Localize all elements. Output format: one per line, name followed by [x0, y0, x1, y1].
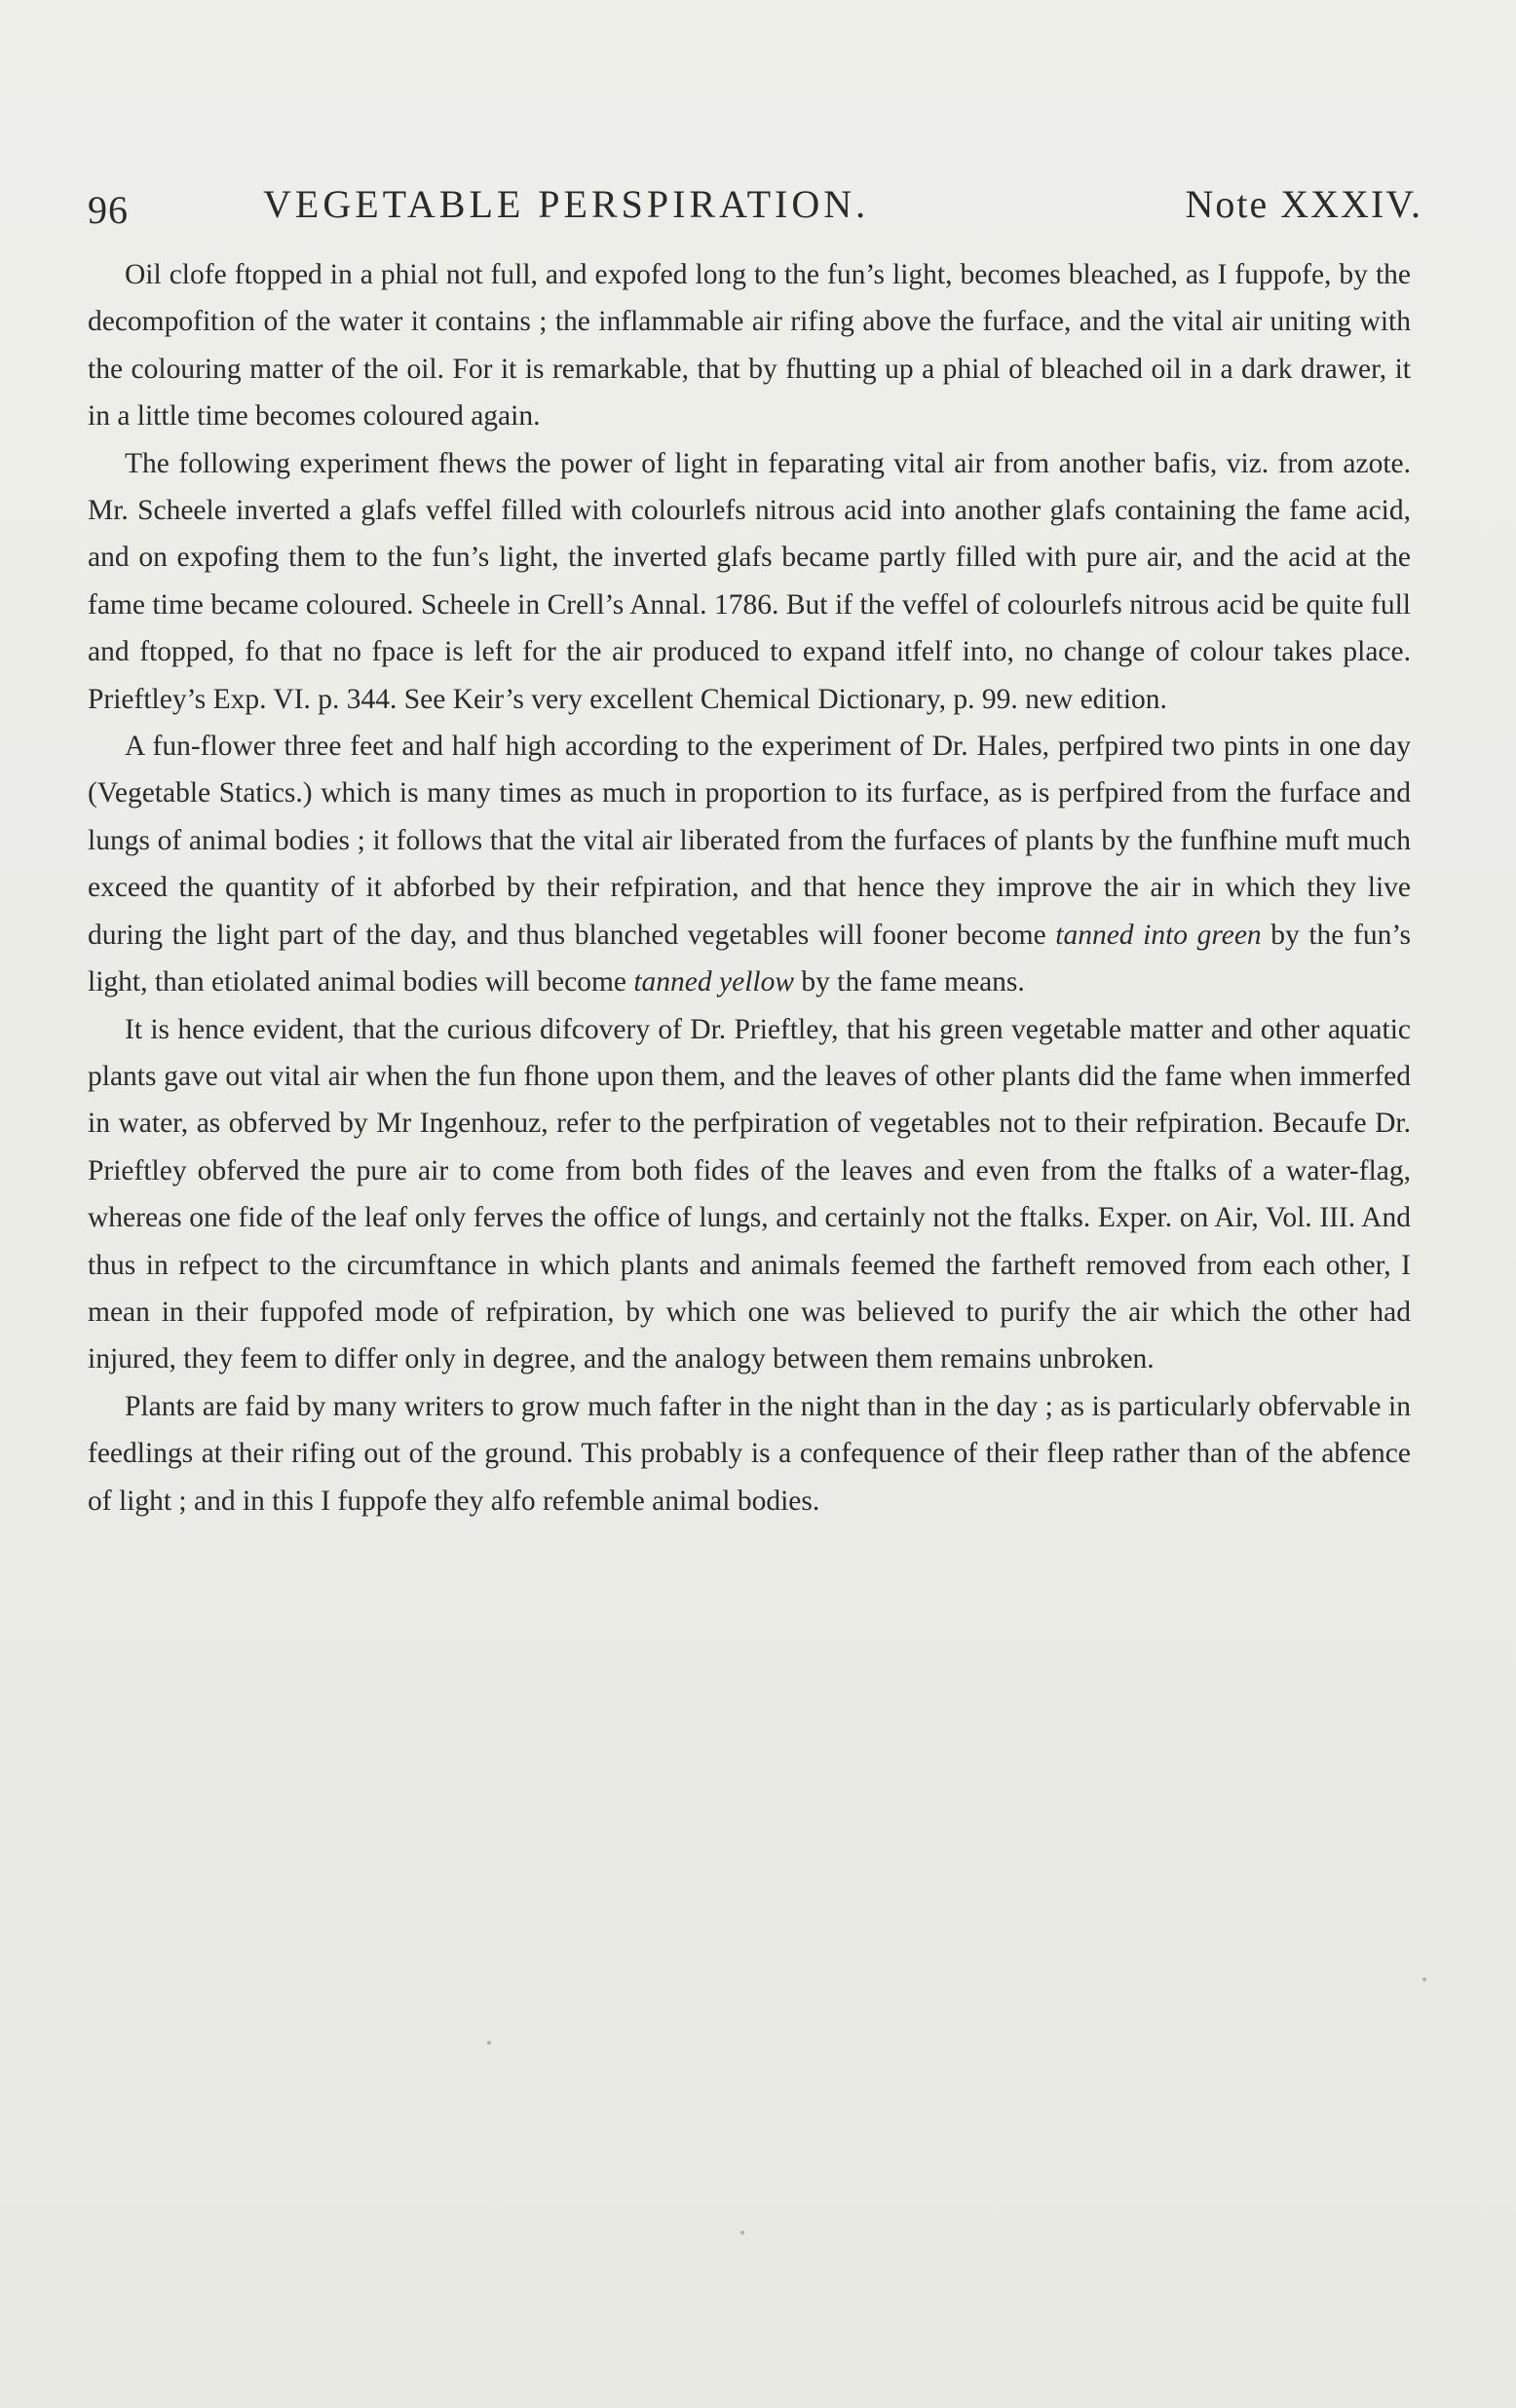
- page-number: 96: [88, 188, 129, 232]
- paragraph-sun-flower-text-b: by the fun’s light, than etiolated animal bodies will become: [88, 919, 1411, 998]
- page-header: [88, 173, 1422, 232]
- paragraph-priestley-discovery: It is hence evident, that the curious difcovery of Dr. Prieftley, that his green vegetable matter and other aquatic plants gave out vital air when the fun fhone upon them, and the leaves of other plants did the fame when immerfed in water, as obferved by Mr Ingenhouz, refer to the perfpiration of vegetables not to their refpiration. Becaufe Dr. Prieftley obferved the pure air to come from both fides of the leaves and even from the ftalks of a water-flag, whereas one fide of the leaf only ferves the office of lungs, and certainly not the ftalks. Exper. on Air, Vol. III. And thus in refpect to the circumftance in which plants and animals feemed the fartheft removed from each other, I mean in their fuppofed mode of refpiration, by which one was believed to purify the air which the other had injured, they feem to differ only in degree, and the analogy between them remains unbroken.: [88, 1013, 1411, 1375]
- italic-phrase-tanned-yellow: tanned yellow: [633, 966, 795, 998]
- body-text: [88, 251, 1411, 1524]
- paragraph-scheele-experiment: The following experiment fhews the power of light in feparating vital air from another bafis, viz. from azote. Mr. Scheele inverted a glafs veffel filled with colourlefs nitrous acid into another glafs containing the fame acid, and on expofing them to the fun’s light, the inverted glafs became partly filled with pure air, and the acid at the fame time became coloured. Scheele in Crell’s Annal. 1786. But if the veffel of colourlefs nitrous acid be quite full and ftopped, fo that no fpace is left for the air produced to expand itfelf into, no change of colour takes place. Prieftley’s Exp. VI. p. 344. See Keir’s very excellent Chemical Dictionary, p. 99. new edition.: [88, 447, 1411, 715]
- paragraph-night-growth: Plants are faid by many writers to grow much fafter in the night than in the day ; as is particularly obfervable in feedlings at their rifing out of the ground. This probably is a confequence of their fleep rather than of the abfence of light ; and in this I fuppofe they alfo refemble animal bodies.: [88, 1390, 1411, 1517]
- paper-speck: [740, 2231, 744, 2235]
- running-title: VEGETABLE PERSPIRATION.: [263, 182, 870, 226]
- paper-speck: [1422, 1977, 1426, 1981]
- paragraph-sun-flower-text-a: A fun-flower three feet and half high according to the experiment of Dr. Hales, perfpired two pints in one day (Vegetable Statics.) which is many times as much in proportion to its furface, as is perfpired from the furface and lungs of animal bodies ; it follows that the vital air liberated from the furfaces of plants by the funfhine muft much exceed the quantity of it abforbed by their refpiration, and that hence they improve the air in which they live during the light part of the day, and thus blanched vegetables will fooner become: [88, 731, 1411, 951]
- paragraph-oil-bleaching: Oil clofe ftopped in a phial not full, and expofed long to the fun’s light, becomes bleached, as I fuppofe, by the decompofition of the water it contains ; the inflammable air rifing above the furface, and the vital air uniting with the colouring matter of the oil. For it is remarkable, that by fhutting up a phial of bleached oil in a dark drawer, it in a little time becomes coloured again.: [88, 259, 1411, 433]
- paper-speck: [487, 2041, 491, 2045]
- note-label: Note XXXIV.: [1185, 182, 1422, 226]
- paragraph-sun-flower-text-c: by the fame means.: [794, 966, 1025, 998]
- paragraph-sun-flower: [88, 723, 1411, 1005]
- italic-phrase-tanned-green: tanned into green: [1055, 919, 1262, 951]
